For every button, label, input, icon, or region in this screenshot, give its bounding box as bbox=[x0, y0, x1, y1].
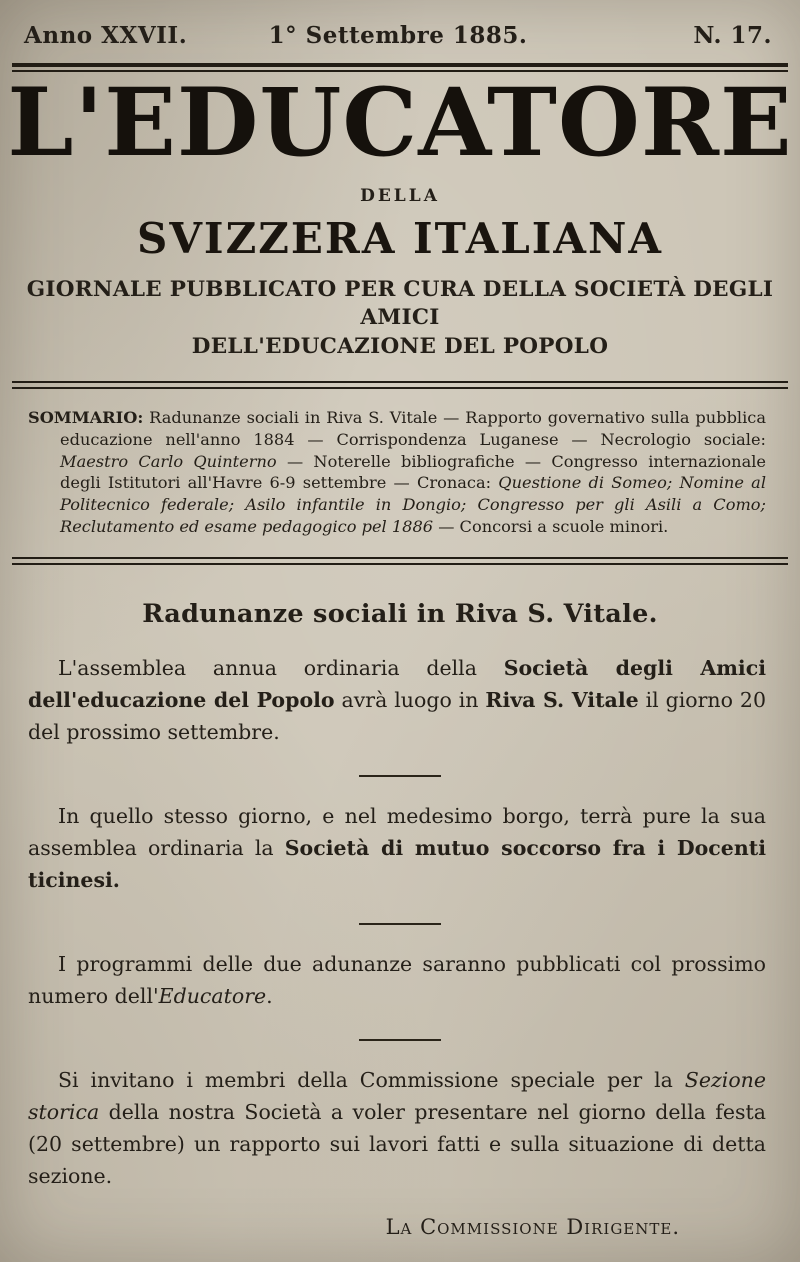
article-paragraph-1 bbox=[28, 653, 766, 749]
article-paragraph-3 bbox=[28, 949, 766, 1013]
paragraph-text: il giorno 20 del prossimo settembre. bbox=[28, 688, 766, 745]
masthead-title: L'EDUCATORE bbox=[7, 68, 793, 178]
society-name-bold: Società degli Amici dell'educazione del Popolo bbox=[28, 656, 766, 713]
summary-text: Radunanze sociali in Riva S. Vitale — Rapporto governativo sulla pubblica educazione nell'anno 1884 — Corrispondenza Luganese — Necrologio sociale: bbox=[60, 408, 766, 449]
issue-volume: Anno XXVII. bbox=[24, 22, 188, 49]
article-signature: La Commissione Dirigente. bbox=[385, 1215, 680, 1240]
paragraph-text: della nostra Società a voler presentare nel giorno della festa (20 settembre) un rapporto sui lavori fatti e sulla situazione di detta sezione. bbox=[28, 1100, 766, 1189]
issue-number: N. 17. bbox=[693, 22, 773, 49]
section-divider-3 bbox=[359, 1039, 441, 1041]
society-name-bold: Società di mutuo soccorso fra i Docenti ticinesi. bbox=[28, 836, 766, 893]
article-paragraph-2 bbox=[28, 801, 766, 897]
summary-italic-obituary: Maestro Carlo Quinterno bbox=[60, 451, 277, 471]
section-name-italic: Sezione storica bbox=[28, 1068, 766, 1125]
masthead-tagline bbox=[0, 276, 800, 361]
summary-label: SOMMARIO: bbox=[28, 408, 144, 428]
masthead-subtitle: SVIZZERA ITALIANA bbox=[137, 213, 663, 263]
paragraph-text: I programmi delle due adunanze saranno pubblicati col prossimo numero dell' bbox=[28, 952, 766, 1009]
section-divider-2 bbox=[359, 923, 441, 925]
article-heading: Radunanze sociali in Riva S. Vitale. bbox=[142, 599, 658, 630]
summary-divider-rule bbox=[12, 557, 788, 565]
summary-italic-cronaca: Questione di Someo; Nomine al Politecnico federale; Asilo infantile in Dongio; Congresso per gli Asili a Como; Reclutamento ed esame pedagogico pel 1886 bbox=[60, 473, 766, 536]
issue-date: 1° Settembre 1885. bbox=[268, 22, 528, 49]
place-name-bold: Riva S. Vitale bbox=[485, 688, 639, 713]
issue-header bbox=[0, 22, 800, 49]
masthead-connector: DELLA bbox=[360, 185, 440, 206]
masthead-divider-rule bbox=[12, 381, 788, 389]
journal-name-italic: Educatore bbox=[158, 984, 267, 1009]
section-divider-1 bbox=[359, 775, 441, 777]
summary-text: — Concorsi a scuole minori. bbox=[433, 516, 669, 536]
paragraph-text: In quello stesso giorno, e nel medesimo borgo, terrà pure la sua assemblea ordinaria la bbox=[28, 804, 766, 861]
paragraph-text: Si invitano i membri della Commissione speciale per la bbox=[58, 1068, 685, 1093]
summary-block bbox=[28, 407, 766, 537]
article-paragraph-4 bbox=[28, 1065, 766, 1193]
paragraph-text: L'assemblea annua ordinaria della bbox=[58, 656, 504, 681]
masthead-tagline-line2: DELL'EDUCAZIONE DEL POPOLO bbox=[191, 333, 609, 359]
masthead-tagline-line1: GIORNALE PUBBLICATO PER CURA DELLA SOCIETÀ DEGLI AMICI bbox=[26, 277, 774, 331]
paragraph-text: avrà luogo in bbox=[334, 688, 486, 713]
paragraph-text: . bbox=[266, 984, 273, 1009]
summary-text: — Noterelle bibliografiche — Congresso internazionale degli Istitutori all'Havre 6-9 settembre — Cronaca: bbox=[60, 451, 767, 493]
